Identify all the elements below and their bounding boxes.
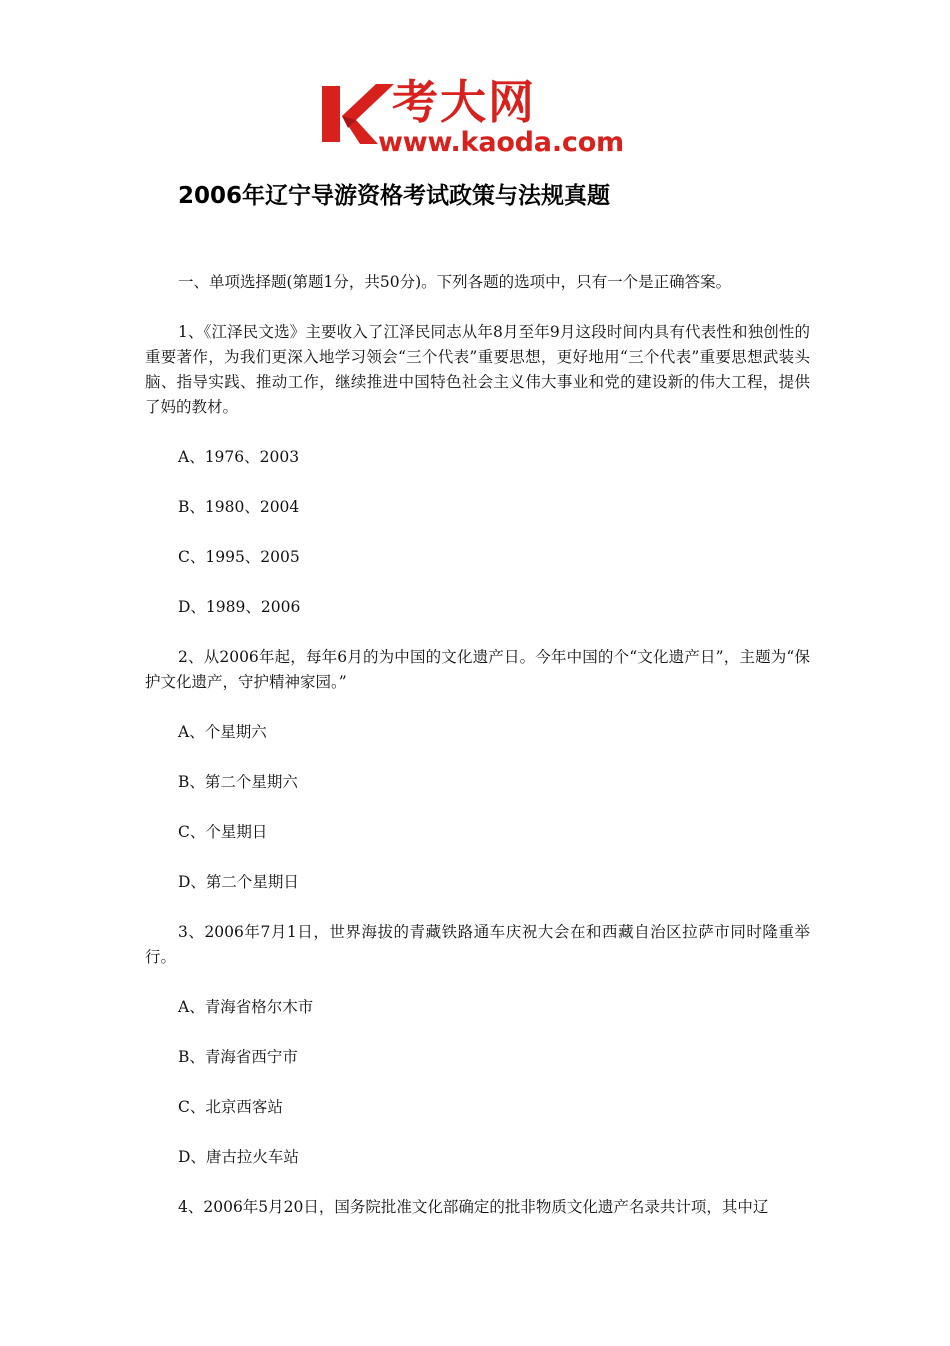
logo-chinese-text: 考大网: [392, 75, 536, 129]
q1-option-a: A、1976、2003: [178, 448, 300, 466]
question-1: 1、《江泽民文选》主要收入了江泽民同志从年8月至年9月这段时间内具有代表性和独创性的重要著作，为我们更深入地学习领会“三个代表”重要思想，更好地用“三个代表”重要思想武装头脑、指导实践、推动工作，继续推进中国特色社会主义伟大事业和党的建设新的伟大工程，提供了妈的教材。: [145, 323, 810, 416]
q1-option-c: C、1995、2005: [178, 548, 300, 566]
site-logo[interactable]: [318, 75, 640, 160]
q3-option-a: A、青海省格尔木市: [178, 998, 314, 1016]
document-title: 2006年辽宁导游资格考试政策与法规真题: [178, 183, 611, 209]
q2-option-c: C、个星期日: [178, 823, 268, 841]
q1-option-d: D、1989、2006: [178, 598, 301, 616]
q2-option-d: D、第二个星期日: [178, 873, 299, 891]
q1-option-b: B、1980、2004: [178, 498, 300, 516]
q3-option-d: D、唐古拉火车站: [178, 1148, 299, 1166]
section-instruction: 一、单项选择题(第题1分，共50分)。下列各题的选项中，只有一个是正确答案。: [178, 273, 732, 291]
q3-option-b: B、青海省西宁市: [178, 1048, 298, 1066]
q2-option-a: A、个星期六: [178, 723, 267, 741]
document-body: [145, 270, 810, 1245]
question-3: 3、2006年7月1日，世界海拔的青藏铁路通车庆祝大会在和西藏自治区拉萨市同时隆重举行。: [145, 923, 810, 966]
logo-url-text: www.kaoda.com: [378, 127, 624, 158]
q3-option-c: C、北京西客站: [178, 1098, 283, 1116]
question-2: 2、从2006年起，每年6月的为中国的文化遗产日。今年中国的个“文化遗产日”，主题为“保护文化遗产，守护精神家园。”: [145, 648, 810, 691]
q2-option-b: B、第二个星期六: [178, 773, 298, 791]
question-4: 4、2006年5月20日，国务院批准文化部确定的批非物质文化遗产名录共计项，其中辽: [178, 1198, 769, 1216]
